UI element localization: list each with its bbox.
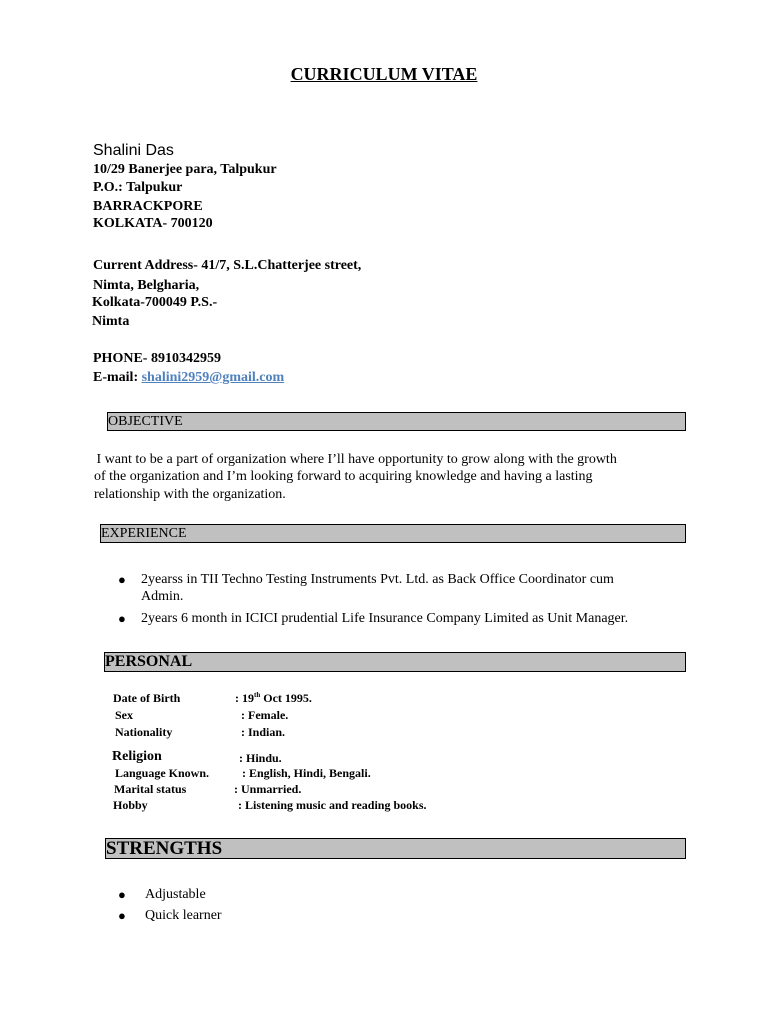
address-line-3: BARRACKPORE <box>93 199 203 214</box>
experience-item-2-line-1: 2years 6 month in ICICI prudential Life Insurance Company Limited as Unit Manager. <box>141 611 629 626</box>
bullet-icon: ● <box>118 572 126 587</box>
experience-item-1-line-1: 2yearss in TII Techno Testing Instruments Pvt. Ltd. as Back Office Coordinator cum <box>141 572 614 587</box>
sex-value: : Female. <box>241 708 289 722</box>
personal-heading-bar <box>104 652 686 672</box>
experience-heading-bar <box>100 524 686 543</box>
bullet-icon: ● <box>118 887 126 902</box>
experience-heading: EXPERIENCE <box>101 526 187 541</box>
sex-label: Sex <box>115 708 133 722</box>
nationality-value: : Indian. <box>241 725 286 739</box>
address-line-1: 10/29 Banerjee para, Talpukur <box>93 162 277 177</box>
hobby-value: : Listening music and reading books. <box>238 798 427 812</box>
address-line-2: P.O.: Talpukur <box>93 180 183 195</box>
religion-value: : Hindu. <box>239 751 282 765</box>
current-address-line-4: Nimta <box>92 314 130 329</box>
email-line <box>93 370 284 386</box>
current-address-line-1: Current Address- 41/7, S.L.Chatterjee street, <box>93 258 362 273</box>
email-label: E-mail: <box>93 370 139 385</box>
objective-line-3: relationship with the organization. <box>94 487 286 502</box>
dob-label: Date of Birth <box>113 691 181 705</box>
document-title: CURRICULUM VITAE <box>290 64 478 84</box>
bullet-icon: ● <box>118 908 126 923</box>
language-value: : English, Hindi, Bengali. <box>242 766 371 780</box>
objective-heading-bar <box>107 412 686 431</box>
personal-heading: PERSONAL <box>105 653 193 670</box>
candidate-name: Shalini Das <box>93 142 174 159</box>
strength-item: Quick learner <box>145 908 222 923</box>
objective-heading: OBJECTIVE <box>108 414 183 429</box>
strength-item: Adjustable <box>145 887 206 902</box>
current-address-line-3: Kolkata-700049 P.S.- <box>92 295 218 310</box>
hobby-label: Hobby <box>113 798 148 812</box>
nationality-label: Nationality <box>115 725 173 739</box>
strengths-heading: STRENGTHS <box>106 838 223 859</box>
marital-label: Marital status <box>114 782 187 796</box>
marital-value: : Unmarried. <box>234 782 302 796</box>
phone-line: PHONE- 8910342959 <box>93 351 221 366</box>
current-address-line-2: Nimta, Belgharia, <box>93 278 200 293</box>
email-link[interactable]: shalini2959@gmail.com <box>141 370 285 385</box>
experience-item-1-line-2: Admin. <box>141 589 184 604</box>
language-label: Language Known. <box>115 766 210 780</box>
bullet-icon: ● <box>118 611 126 626</box>
address-line-4: KOLKATA- 700120 <box>93 216 213 231</box>
strengths-heading-bar <box>105 838 686 859</box>
dob-value: : 19th Oct 1995. <box>235 691 312 705</box>
objective-line-2: of the organization and I’m looking forward to acquiring knowledge and having a lasting <box>94 469 593 484</box>
objective-line-1: I want to be a part of organization where I’ll have opportunity to grow along with the growth <box>93 452 617 467</box>
religion-label: Religion <box>112 749 162 764</box>
